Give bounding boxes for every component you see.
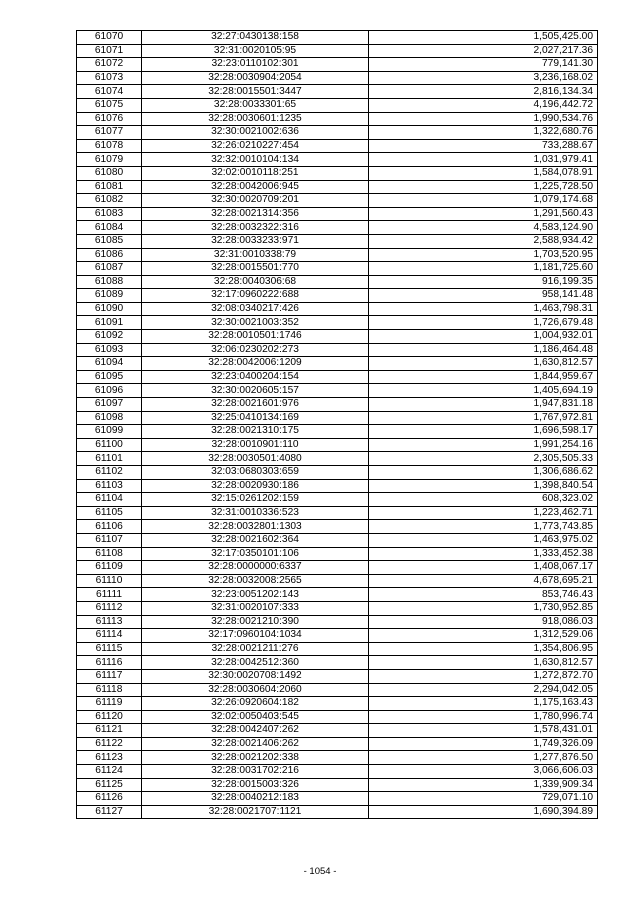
table-row	[77, 710, 598, 724]
amount-cell: 1,463,798.31	[369, 302, 598, 316]
amount-cell: 779,141.30	[369, 58, 598, 72]
row-number-cell: 61101	[77, 452, 142, 466]
cadastral-number-cell: 32:25:0410134:169	[142, 411, 369, 425]
table-row	[77, 601, 598, 615]
cadastral-number-cell: 32:28:0042006:1209	[142, 357, 369, 371]
table-row	[77, 194, 598, 208]
table-row	[77, 466, 598, 480]
cadastral-number-cell: 32:28:0000000:6337	[142, 561, 369, 575]
table-row	[77, 71, 598, 85]
table-row	[77, 180, 598, 194]
row-number-cell: 61089	[77, 289, 142, 303]
cadastral-number-cell: 32:26:0920604:182	[142, 697, 369, 711]
row-number-cell: 61075	[77, 98, 142, 112]
row-number-cell: 61119	[77, 697, 142, 711]
cadastral-number-cell: 32:28:0010501:1746	[142, 330, 369, 344]
table-row	[77, 384, 598, 398]
cadastral-number-cell: 32:28:0015501:3447	[142, 85, 369, 99]
amount-cell: 1,175,163.43	[369, 697, 598, 711]
cadastral-number-cell: 32:08:0340217:426	[142, 302, 369, 316]
table-row	[77, 642, 598, 656]
table-row	[77, 792, 598, 806]
row-number-cell: 61120	[77, 710, 142, 724]
amount-cell: 1,181,725.60	[369, 262, 598, 276]
table-row	[77, 615, 598, 629]
row-number-cell: 61103	[77, 479, 142, 493]
table-row	[77, 289, 598, 303]
row-number-cell: 61110	[77, 574, 142, 588]
cadastral-number-cell: 32:23:0400204:154	[142, 370, 369, 384]
table-row	[77, 44, 598, 58]
row-number-cell: 61086	[77, 248, 142, 262]
row-number-cell: 61126	[77, 792, 142, 806]
amount-cell: 4,678,695.21	[369, 574, 598, 588]
amount-cell: 1,079,174.68	[369, 194, 598, 208]
cadastral-number-cell: 32:32:0010104:134	[142, 153, 369, 167]
table-row	[77, 316, 598, 330]
table-row	[77, 112, 598, 126]
table-row	[77, 561, 598, 575]
cadastral-number-cell: 32:28:0042006:945	[142, 180, 369, 194]
cadastral-number-cell: 32:28:0032801:1303	[142, 520, 369, 534]
cadastral-number-cell: 32:30:0021003:352	[142, 316, 369, 330]
cadastral-number-cell: 32:28:0033233:971	[142, 234, 369, 248]
amount-cell: 1,004,932.01	[369, 330, 598, 344]
table-row	[77, 221, 598, 235]
row-number-cell: 61104	[77, 493, 142, 507]
table-row	[77, 425, 598, 439]
table-row	[77, 411, 598, 425]
row-number-cell: 61081	[77, 180, 142, 194]
cadastral-number-cell: 32:28:0010901:110	[142, 438, 369, 452]
row-number-cell: 61092	[77, 330, 142, 344]
table-row	[77, 452, 598, 466]
cadastral-number-cell: 32:15:0261202:159	[142, 493, 369, 507]
amount-cell: 733,288.67	[369, 139, 598, 153]
table-row	[77, 588, 598, 602]
row-number-cell: 61087	[77, 262, 142, 276]
cadastral-number-cell: 32:28:0021406:262	[142, 737, 369, 751]
amount-cell: 1,225,728.50	[369, 180, 598, 194]
amount-cell: 1,990,534.76	[369, 112, 598, 126]
cadastral-number-cell: 32:28:0030601:1235	[142, 112, 369, 126]
row-number-cell: 61070	[77, 31, 142, 45]
row-number-cell: 61094	[77, 357, 142, 371]
cadastral-number-cell: 32:28:0030501:4080	[142, 452, 369, 466]
table-row	[77, 370, 598, 384]
cadastral-number-cell: 32:31:0010338:79	[142, 248, 369, 262]
row-number-cell: 61125	[77, 778, 142, 792]
amount-cell: 1,630,812.57	[369, 357, 598, 371]
amount-cell: 1,726,679.48	[369, 316, 598, 330]
row-number-cell: 61083	[77, 207, 142, 221]
cadastral-number-cell: 32:30:0020605:157	[142, 384, 369, 398]
row-number-cell: 61071	[77, 44, 142, 58]
amount-cell: 1,405,694.19	[369, 384, 598, 398]
cadastral-number-cell: 32:28:0021310:175	[142, 425, 369, 439]
amount-cell: 1,630,812.57	[369, 656, 598, 670]
amount-cell: 916,199.35	[369, 275, 598, 289]
row-number-cell: 61096	[77, 384, 142, 398]
cadastral-number-cell: 32:28:0021202:338	[142, 751, 369, 765]
amount-cell: 2,027,217.36	[369, 44, 598, 58]
cadastral-number-cell: 32:28:0030904:2054	[142, 71, 369, 85]
row-number-cell: 61098	[77, 411, 142, 425]
row-number-cell: 61113	[77, 615, 142, 629]
table-row	[77, 765, 598, 779]
row-number-cell: 61074	[77, 85, 142, 99]
table-row	[77, 629, 598, 643]
table-row	[77, 520, 598, 534]
row-number-cell: 61080	[77, 166, 142, 180]
row-number-cell: 61102	[77, 466, 142, 480]
cadastral-number-cell: 32:23:0110102:301	[142, 58, 369, 72]
cadastral-number-cell: 32:02:0010118:251	[142, 166, 369, 180]
amount-cell: 1,730,952.85	[369, 601, 598, 615]
table-row	[77, 58, 598, 72]
cadastral-number-cell: 32:28:0032008:2565	[142, 574, 369, 588]
row-number-cell: 61079	[77, 153, 142, 167]
amount-cell: 1,306,686.62	[369, 466, 598, 480]
amount-cell: 1,844,959.67	[369, 370, 598, 384]
row-number-cell: 61095	[77, 370, 142, 384]
row-number-cell: 61085	[77, 234, 142, 248]
cadastral-number-cell: 32:28:0030604:2060	[142, 683, 369, 697]
page-number: - 1054 -	[303, 866, 337, 877]
amount-cell: 608,323.02	[369, 493, 598, 507]
table-row	[77, 493, 598, 507]
amount-cell: 3,066,606.03	[369, 765, 598, 779]
amount-cell: 1,749,326.09	[369, 737, 598, 751]
table-row	[77, 506, 598, 520]
amount-cell: 1,578,431.01	[369, 724, 598, 738]
amount-cell: 1,505,425.00	[369, 31, 598, 45]
row-number-cell: 61082	[77, 194, 142, 208]
table-row	[77, 479, 598, 493]
cadastral-number-cell: 32:30:0020708:1492	[142, 669, 369, 683]
cadastral-number-cell: 32:28:0040212:183	[142, 792, 369, 806]
table-body	[77, 31, 598, 819]
amount-cell: 1,322,680.76	[369, 126, 598, 140]
table-row	[77, 438, 598, 452]
table-row	[77, 737, 598, 751]
table-row	[77, 724, 598, 738]
amount-cell: 1,312,529.06	[369, 629, 598, 643]
amount-cell: 1,690,394.89	[369, 805, 598, 819]
table-row	[77, 31, 598, 45]
amount-cell: 4,583,124.90	[369, 221, 598, 235]
cadastral-number-cell: 32:28:0015003:326	[142, 778, 369, 792]
cadastral-number-cell: 32:17:0350101:106	[142, 547, 369, 561]
amount-cell: 4,196,442.72	[369, 98, 598, 112]
row-number-cell: 61112	[77, 601, 142, 615]
amount-cell: 1,703,520.95	[369, 248, 598, 262]
table-row	[77, 330, 598, 344]
cadastral-number-cell: 32:28:0015501:770	[142, 262, 369, 276]
table-row	[77, 85, 598, 99]
amount-cell: 1,354,806.95	[369, 642, 598, 656]
amount-cell: 1,186,464.48	[369, 343, 598, 357]
cadastral-number-cell: 32:28:0021314:356	[142, 207, 369, 221]
amount-cell: 2,588,934.42	[369, 234, 598, 248]
table-row	[77, 547, 598, 561]
cadastral-number-cell: 32:30:0021002:636	[142, 126, 369, 140]
cadastral-number-cell: 32:31:0010336:523	[142, 506, 369, 520]
amount-cell: 1,031,979.41	[369, 153, 598, 167]
cadastral-number-cell: 32:28:0032322:316	[142, 221, 369, 235]
cadastral-number-cell: 32:28:0042512:360	[142, 656, 369, 670]
table-row	[77, 139, 598, 153]
row-number-cell: 61105	[77, 506, 142, 520]
amount-cell: 2,294,042.05	[369, 683, 598, 697]
cadastral-number-cell: 32:28:0021602:364	[142, 533, 369, 547]
cadastral-number-cell: 32:28:0040306:68	[142, 275, 369, 289]
row-number-cell: 61123	[77, 751, 142, 765]
table-row	[77, 302, 598, 316]
row-number-cell: 61078	[77, 139, 142, 153]
data-table	[76, 30, 598, 819]
row-number-cell: 61091	[77, 316, 142, 330]
amount-cell: 3,236,168.02	[369, 71, 598, 85]
amount-cell: 1,333,452.38	[369, 547, 598, 561]
amount-cell: 1,780,996.74	[369, 710, 598, 724]
row-number-cell: 61124	[77, 765, 142, 779]
table-row	[77, 751, 598, 765]
row-number-cell: 61111	[77, 588, 142, 602]
row-number-cell: 61100	[77, 438, 142, 452]
cadastral-number-cell: 32:28:0042407:262	[142, 724, 369, 738]
row-number-cell: 61093	[77, 343, 142, 357]
table-row	[77, 683, 598, 697]
row-number-cell: 61121	[77, 724, 142, 738]
table-row	[77, 805, 598, 819]
amount-cell: 1,408,067.17	[369, 561, 598, 575]
table-row	[77, 533, 598, 547]
row-number-cell: 61088	[77, 275, 142, 289]
row-number-cell: 61084	[77, 221, 142, 235]
cadastral-number-cell: 32:28:0021211:276	[142, 642, 369, 656]
cadastral-number-cell: 32:17:0960222:688	[142, 289, 369, 303]
amount-cell: 958,141.48	[369, 289, 598, 303]
amount-cell: 1,463,975.02	[369, 533, 598, 547]
row-number-cell: 61127	[77, 805, 142, 819]
row-number-cell: 61117	[77, 669, 142, 683]
cadastral-number-cell: 32:30:0020709:201	[142, 194, 369, 208]
table-row	[77, 697, 598, 711]
row-number-cell: 61108	[77, 547, 142, 561]
cadastral-number-cell: 32:28:0020930:186	[142, 479, 369, 493]
amount-cell: 918,086.03	[369, 615, 598, 629]
cadastral-number-cell: 32:31:0020107:333	[142, 601, 369, 615]
cadastral-number-cell: 32:02:0050403:545	[142, 710, 369, 724]
table-row	[77, 778, 598, 792]
cadastral-number-cell: 32:27:0430138:158	[142, 31, 369, 45]
row-number-cell: 61114	[77, 629, 142, 643]
table-row	[77, 275, 598, 289]
amount-cell: 2,816,134.34	[369, 85, 598, 99]
row-number-cell: 61076	[77, 112, 142, 126]
cadastral-number-cell: 32:26:0210227:454	[142, 139, 369, 153]
amount-cell: 1,696,598.17	[369, 425, 598, 439]
cadastral-number-cell: 32:03:0680303:659	[142, 466, 369, 480]
amount-cell: 1,223,462.71	[369, 506, 598, 520]
table-row	[77, 669, 598, 683]
row-number-cell: 61099	[77, 425, 142, 439]
amount-cell: 1,277,876.50	[369, 751, 598, 765]
row-number-cell: 61073	[77, 71, 142, 85]
cadastral-number-cell: 32:28:0031702:216	[142, 765, 369, 779]
amount-cell: 1,291,560.43	[369, 207, 598, 221]
amount-cell: 1,398,840.54	[369, 479, 598, 493]
row-number-cell: 61072	[77, 58, 142, 72]
row-number-cell: 61077	[77, 126, 142, 140]
row-number-cell: 61090	[77, 302, 142, 316]
row-number-cell: 61115	[77, 642, 142, 656]
cadastral-number-cell: 32:28:0021210:390	[142, 615, 369, 629]
row-number-cell: 61107	[77, 533, 142, 547]
amount-cell: 1,991,254.16	[369, 438, 598, 452]
table-row	[77, 126, 598, 140]
row-number-cell: 61106	[77, 520, 142, 534]
cadastral-number-cell: 32:06:0230202:273	[142, 343, 369, 357]
row-number-cell: 61097	[77, 398, 142, 412]
table-row	[77, 656, 598, 670]
amount-cell: 1,584,078.91	[369, 166, 598, 180]
table-row	[77, 343, 598, 357]
amount-cell: 1,767,972.81	[369, 411, 598, 425]
cadastral-number-cell: 32:28:0021601:976	[142, 398, 369, 412]
amount-cell: 853,746.43	[369, 588, 598, 602]
cadastral-number-cell: 32:28:0021707:1121	[142, 805, 369, 819]
cadastral-number-cell: 32:28:0033301:65	[142, 98, 369, 112]
amount-cell: 1,947,831.18	[369, 398, 598, 412]
cadastral-number-cell: 32:17:0960104:1034	[142, 629, 369, 643]
amount-cell: 729,071.10	[369, 792, 598, 806]
cadastral-number-cell: 32:23:0051202:143	[142, 588, 369, 602]
amount-cell: 1,339,909.34	[369, 778, 598, 792]
table-row	[77, 207, 598, 221]
amount-cell: 1,272,872.70	[369, 669, 598, 683]
table-row	[77, 574, 598, 588]
table-row	[77, 234, 598, 248]
row-number-cell: 61109	[77, 561, 142, 575]
row-number-cell: 61116	[77, 656, 142, 670]
table-row	[77, 398, 598, 412]
amount-cell: 1,773,743.85	[369, 520, 598, 534]
table-row	[77, 166, 598, 180]
table-row	[77, 262, 598, 276]
table-row	[77, 98, 598, 112]
table-row	[77, 357, 598, 371]
cadastral-number-cell: 32:31:0020105:95	[142, 44, 369, 58]
table-row	[77, 153, 598, 167]
row-number-cell: 61122	[77, 737, 142, 751]
row-number-cell: 61118	[77, 683, 142, 697]
amount-cell: 2,305,505.33	[369, 452, 598, 466]
table-row	[77, 248, 598, 262]
